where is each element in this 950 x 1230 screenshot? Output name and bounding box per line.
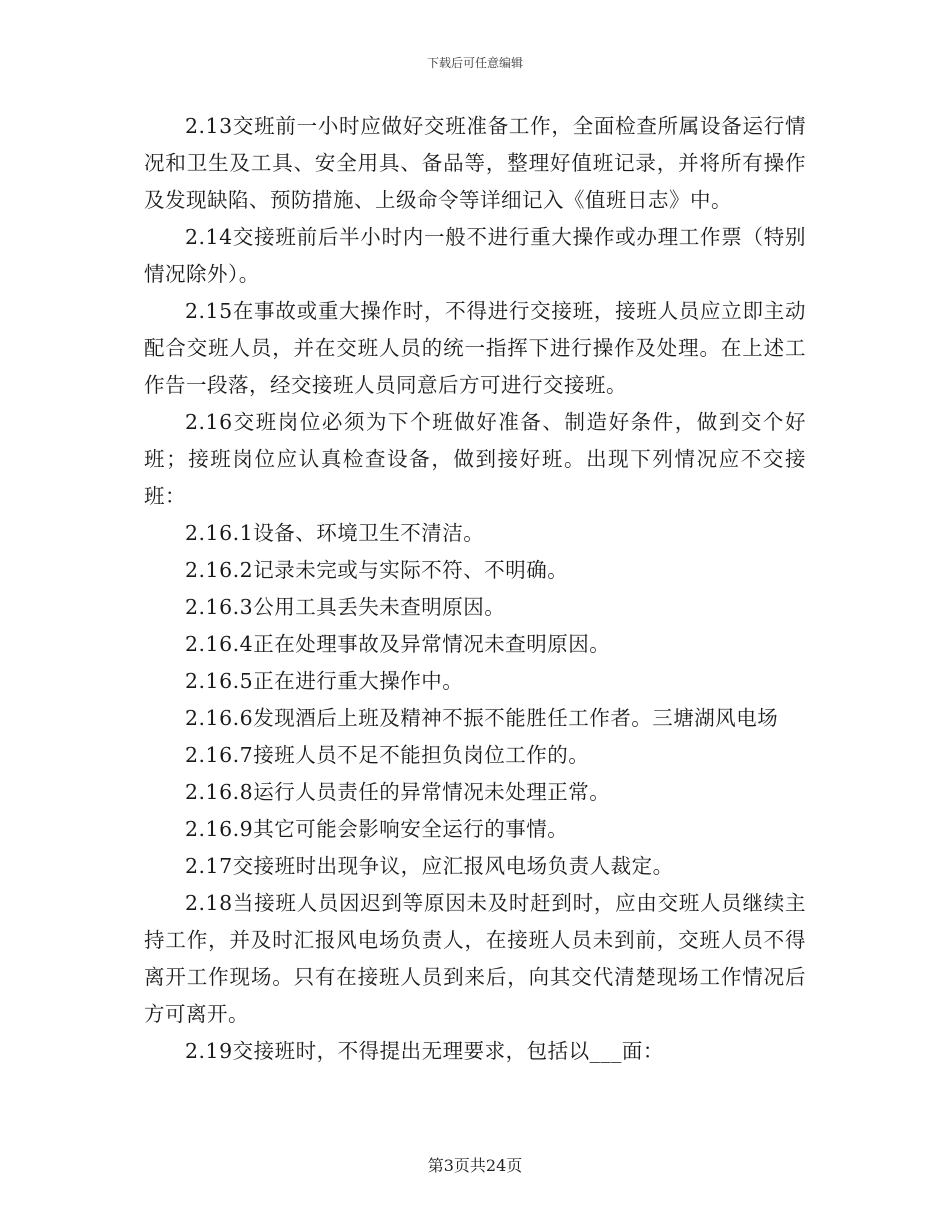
list-item-2-16-4: 2.16.4正在处理事故及异常情况未查明原因。 — [185, 632, 611, 656]
paragraph-2-17: 2.17交接班时出现争议，应汇报风电场负责人裁定。 — [185, 854, 674, 878]
list-item-2-16-1: 2.16.1设备、环境卫生不清洁。 — [185, 521, 485, 545]
list-item-2-16-9: 2.16.9其它可能会影响安全运行的事情。 — [185, 817, 569, 841]
list-item-2-16-8: 2.16.8运行人员责任的异常情况未处理正常。 — [185, 780, 611, 804]
list-item-2-16-5: 2.16.5正在进行重大操作中。 — [185, 669, 464, 693]
page-header: 下载后可任意编辑 — [426, 56, 523, 70]
paragraph-2-18: 2.18当接班人员因迟到等原因未及时赶到时，应由交班人员继续主持工作，并及时汇报风电场负责人，在接班人员未到前，交班人员不得离开工作现场。只有在接班人员到来后，向其交代清楚现场工作情况后方可离开。 — [144, 891, 806, 1026]
paragraph-2-13: 2.13交班前一小时应做好交班准备工作，全面检查所属设备运行情况和卫生及工具、安全用具、备品等，整理好值班记录，并将所有操作及发现缺陷、预防措施、上级命令等详细记入《值班日志》中。 — [144, 114, 806, 212]
list-item-2-16-3: 2.16.3公用工具丢失未查明原因。 — [185, 595, 506, 619]
list-item-2-16-7: 2.16.7接班人员不足不能担负岗位工作的。 — [185, 743, 590, 767]
paragraph-2-15: 2.15在事故或重大操作时，不得进行交接班，接班人员应立即主动配合交班人员，并在交班人员的统一指挥下进行操作及处理。在上述工作告一段落，经交接班人员同意后方可进行交接班。 — [144, 299, 806, 397]
list-item-2-16-2: 2.16.2记录未完或与实际不符、不明确。 — [185, 558, 569, 582]
document-body — [144, 108, 806, 1070]
page-number: 第3页共24页 — [427, 1156, 523, 1175]
paragraph-2-19: 2.19交接班时，不得提出无理要求，包括以___面： — [185, 1039, 664, 1063]
paragraph-2-14: 2.14交接班前后半小时内一般不进行重大操作或办理工作票（特别情况除外）。 — [144, 225, 806, 286]
list-item-2-16-6: 2.16.6发现酒后上班及精神不振不能胜任工作者。三塘湖风电场 — [185, 706, 779, 730]
paragraph-2-16: 2.16交班岗位必须为下个班做好准备、制造好条件，做到交个好班；接班岗位应认真检查设备，做到接好班。出现下列情况应不交接班： — [144, 410, 806, 508]
